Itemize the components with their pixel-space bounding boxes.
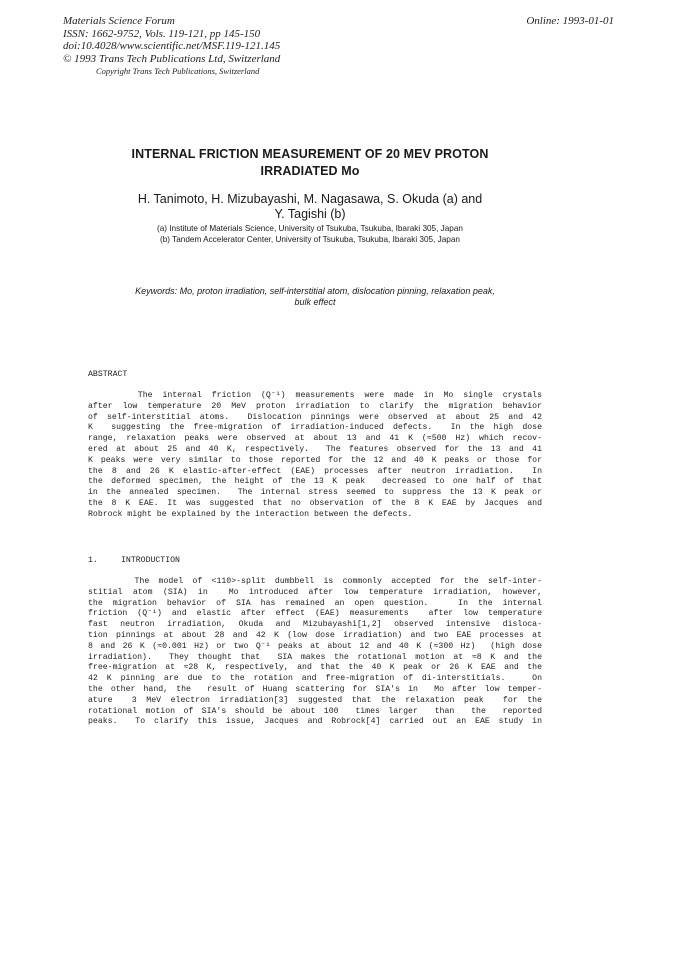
paper-title (100, 146, 520, 179)
keywords-line: Keywords: Mo, proton irradiation, self-interstitial atom, dislocation pinning, relaxation peak, (135, 286, 495, 296)
abstract-line: in the annealed specimen. The internal stress seemed to suppress the 13 K peak or (88, 488, 542, 498)
section-heading: INTRODUCTION (121, 556, 180, 565)
abstract-line: range, relaxation peaks were observed at about 13 and 41 K (≈500 Hz) which recov- (88, 434, 542, 444)
title-line: INTERNAL FRICTION MEASUREMENT OF 20 MEV PROTON (131, 147, 489, 161)
affiliation-a: (a) Institute of Materials Science, University of Tsukuba, Tsukuba, Ibaraki 305, Japan (157, 224, 463, 233)
keywords-line: bulk effect (294, 297, 336, 307)
journal-doi: doi:10.4028/www.scientific.net/MSF.119-121.145 (63, 40, 281, 53)
author-line: Y. Tagishi (b) (274, 207, 346, 221)
abstract-line: the 8 K EAE. It was suggested that no observation of the 8 K EAE by Jacques and (88, 498, 542, 508)
abstract-line: the 8 and 26 K elastic-after-effect (EAE) processes after neutron irradiation. In (88, 466, 542, 476)
abstract-body (88, 391, 542, 521)
intro-line: irradiation). They thought that SIA makes the rotational motion at ≈8 K and the (88, 652, 542, 662)
abstract-line: of self-interstitial atoms. Dislocation pinnings were observed at about 25 and 42 (88, 412, 542, 422)
abstract-heading: ABSTRACT (88, 370, 128, 379)
journal-info (63, 15, 280, 65)
intro-line: friction (Q⁻¹) and elastic after effect (EAE) measurements after low temperature (88, 609, 542, 619)
abstract-line: K suggesting the free-migration of irradiation-induced defects. In the high dose (88, 423, 542, 433)
intro-line: free-migration at ≈28 K, respectively, and that the 40 K peak or 26 K EAE and the (88, 663, 542, 673)
abstract-line: the deformed specimen, the height of the 13 K peak decreased to one half of that (88, 477, 542, 487)
title-line: IRRADIATED Mo (260, 163, 360, 178)
affiliation-b: (b) Tandem Accelerator Center, University of Tsukuba, Tsukuba, Ibaraki 305, Japan (160, 235, 460, 244)
abstract-line: The internal friction (Q⁻¹) measurements were made in Mo single crystals (88, 391, 542, 400)
intro-line: fast neutron irradiation, Okuda and Mizubayashi[1,2] observed intensive disloca- (88, 620, 542, 630)
author-list (110, 192, 510, 222)
intro-line: ature 3 MeV electron irradiation[3] suggested that the relaxation peak for the (88, 695, 542, 705)
intro-line: the migration behavior of SIA has remained an open question. In the internal (88, 598, 542, 608)
journal-copyright: © 1993 Trans Tech Publications Ltd, Switzerland (63, 52, 281, 65)
intro-line: peaks. To clarify this issue, Jacques and Robrock[4] carried out an EAE study in (88, 717, 542, 727)
copyright-notice: Copyright Trans Tech Publications, Switzerland (96, 66, 260, 76)
online-date: Online: 1993-01-01 (526, 15, 614, 27)
journal-name: Materials Science Forum (63, 15, 175, 27)
intro-line: The model of <110>-split dumbbell is commonly accepted for the self-inter- (88, 577, 542, 586)
author-line: H. Tanimoto, H. Mizubayashi, M. Nagasawa, S. Okuda (a) and (137, 192, 483, 206)
intro-line: the other hand, the result of Huang scattering for SIA's in Mo after low temper- (88, 684, 542, 694)
intro-line: stitial atom (SIA) in Mo introduced after low temperature irradiation, however, (88, 587, 542, 597)
intro-line: 42 K pinning are due to the rotation and free-migration of di-interstitials. On (88, 674, 542, 684)
abstract-line: Robrock might be explained by the interaction between the defects. (88, 509, 413, 519)
abstract-line: K peaks were very similar to those reported for the 12 and 40 K peaks or those for (88, 455, 542, 465)
intro-line: rotational motion of SIA's should be about 100 times larger than the reported (88, 706, 542, 716)
intro-line: tion pinnings at about 28 and 42 K (low dose irradiation) and two EAE processes at (88, 630, 542, 640)
abstract-line: after low temperature 20 MeV proton irradiation to clarify the migration behavior (88, 401, 542, 411)
intro-line: 8 and 26 K (≈0.001 Hz) or two Q⁻¹ peaks at about 12 and 40 K (≈300 Hz) (high dose (88, 641, 542, 651)
section-number: 1. (88, 556, 98, 565)
keywords (100, 286, 530, 308)
abstract-line: ered at about 25 and 40 K, respectively. The features observed for the 13 and 41 (88, 444, 542, 454)
journal-issn: ISSN: 1662-9752, Vols. 119-121, pp 145-150 (63, 27, 261, 40)
introduction-body (88, 577, 542, 728)
